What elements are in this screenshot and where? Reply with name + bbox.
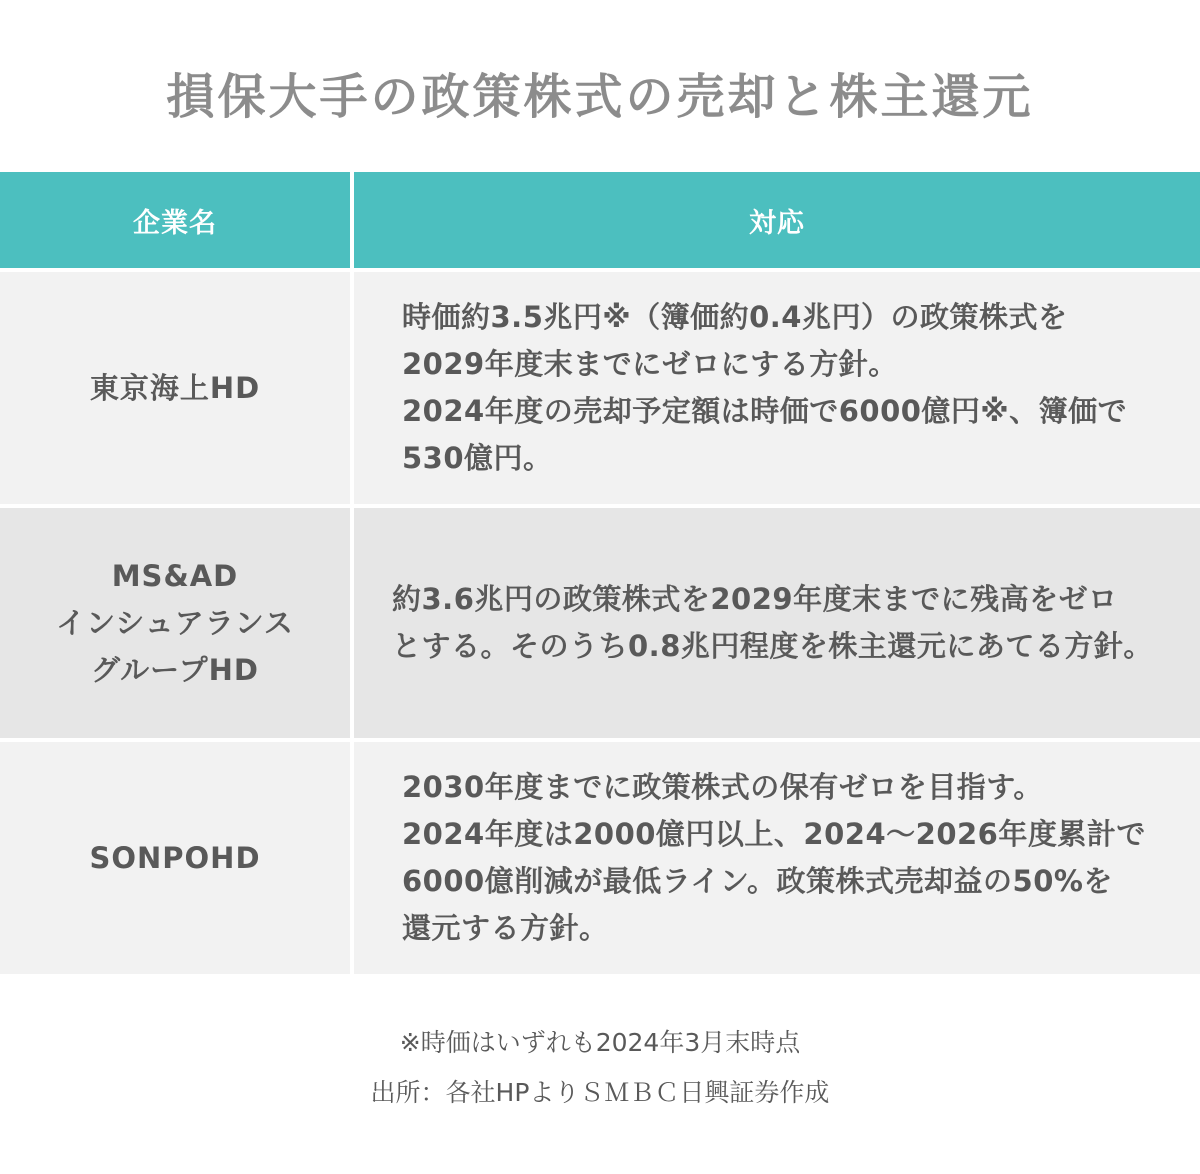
company-response: 2030年度までに政策株式の保有ゼロを目指す。 2024年度は2000億円以上、2024〜2026年度累計で 6000億削減が最低ライン。政策株式売却益の50%を 還元する方針。 — [354, 742, 1200, 974]
table-header-row — [0, 172, 1200, 268]
footnote-source: 出所：各社HPよりＳＭＢＣ日興証券作成 — [370, 1078, 830, 1107]
table-row — [0, 742, 1200, 974]
footnote-note: ※時価はいずれも2024年3月末時点 — [399, 1028, 801, 1057]
header-response: 対応 — [354, 172, 1200, 268]
company-name: SONPOHD — [0, 742, 350, 974]
company-name: 東京海上HD — [0, 272, 350, 504]
header-company: 企業名 — [0, 172, 350, 268]
table-row — [0, 272, 1200, 504]
footnotes — [0, 1018, 1200, 1118]
company-name: MS&AD インシュアランス グループHD — [0, 508, 350, 738]
page-title: 損保大手の政策株式の売却と株主還元 — [166, 69, 1034, 125]
company-response: 時価約3.5兆円※（簿価約0.4兆円）の政策株式を 2029年度末までにゼロにする方針。 2024年度の売却予定額は時価で6000億円※、簿価で 530億円。 — [354, 272, 1200, 504]
company-response: 約3.6兆円の政策株式を2029年度末までに残高をゼロ とする。そのうち0.8兆円程度を株主還元にあてる方針。 — [354, 508, 1200, 738]
table-row — [0, 508, 1200, 738]
policy-shares-table — [0, 172, 1200, 974]
